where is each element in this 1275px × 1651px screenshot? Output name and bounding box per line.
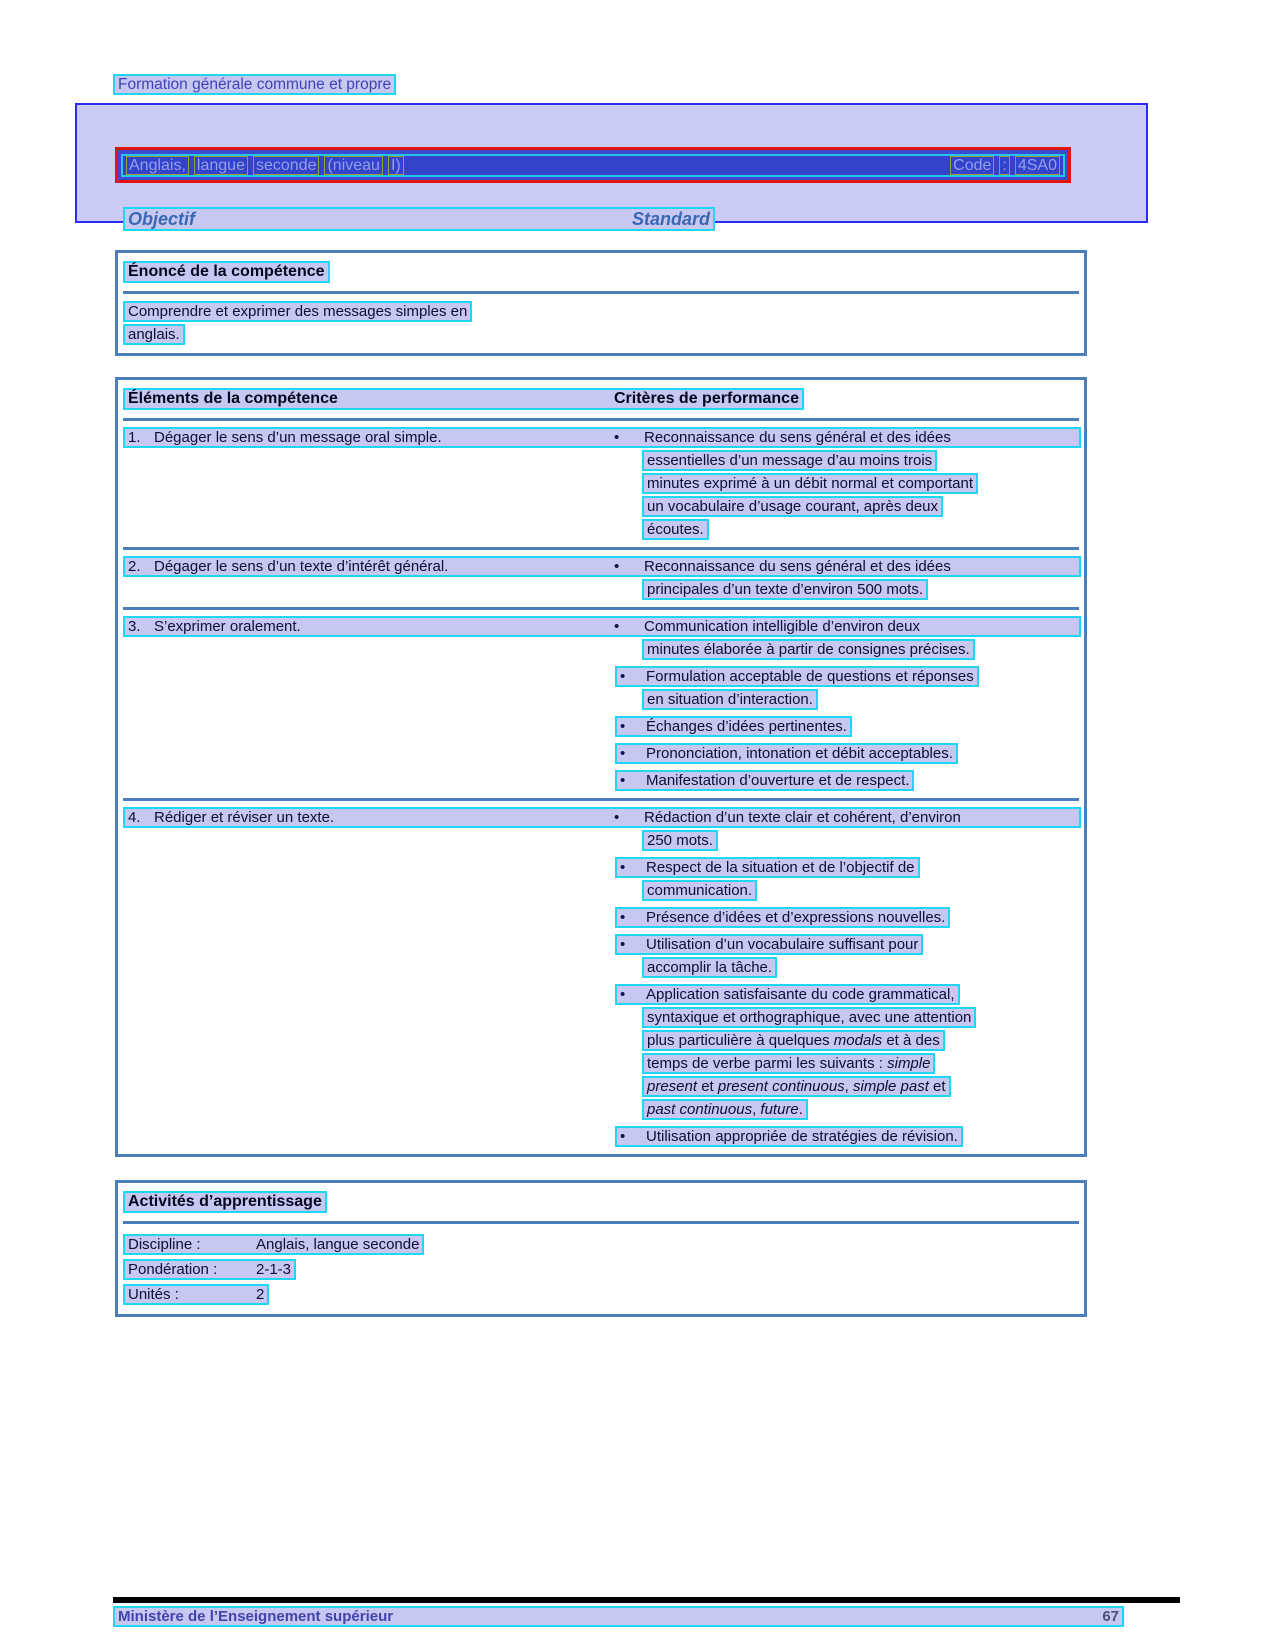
footer-text: Ministère de l’Enseignement supérieur [118,1608,394,1625]
course-code-word: 4SA0 [1015,156,1060,175]
row-value: Anglais, langue seconde [256,1236,420,1253]
section-headings [123,207,715,231]
element-number: 4. [128,809,141,826]
criteria-line: past continuous, future. [642,1099,1084,1120]
page-number: 67 [1102,1608,1119,1625]
row-label: Unités : [128,1286,179,1303]
bullet-icon: • [614,618,620,635]
bullet-icon: • [614,429,620,446]
row-label: Discipline : [128,1236,201,1253]
elements-header: Éléments de la compétence [128,390,338,407]
criteria-line: Reconnaissance du sens général et des idées [644,429,951,446]
criteria-line: • Présence d’idées et d’expressions nouvelles. [615,907,1084,928]
criteria-line: communication. [642,880,1084,901]
row-value: 2 [256,1286,265,1303]
enonce-header: Énoncé de la compétence [123,261,330,283]
criteria-line: accomplir la tâche. [642,957,1084,978]
standard-heading: Standard [631,209,710,229]
objectif-heading: Objectif [128,209,196,229]
competence-row [118,610,1084,798]
document-header [113,74,396,95]
criteria-line: Reconnaissance du sens général et des idées [644,558,951,575]
criteria-line: • Application satisfaisante du code grammatical, [615,984,1084,1005]
element-number: 3. [128,618,141,635]
course-title [126,156,404,175]
competence-table-headers [123,388,804,410]
criteria-line: syntaxique et orthographique, avec une attention [642,1007,1084,1028]
criteria-line: Communication intelligible d’environ deux [644,618,920,635]
criteria-line: • Prononciation, intonation et débit acceptables. [615,743,1084,764]
criteria-line: • Respect de la situation et de l’objectif de [615,857,1084,878]
bullet-icon: • [614,809,620,826]
bullet-icon: • [620,745,626,762]
activities-table [115,1180,1087,1317]
bullet-icon: • [620,986,626,1003]
course-title-word: Anglais, [126,156,189,175]
footer [113,1606,1124,1627]
course-title-word: langue [194,156,248,175]
criteria-line: • Utilisation appropriée de stratégies de révision. [615,1126,1084,1147]
course-code-word: : [999,156,1009,175]
criteria-line: • Échanges d’idées pertinentes. [615,716,1084,737]
bullet-icon: • [614,558,620,575]
course-title-word: seconde [253,156,320,175]
criteria-line: Rédaction d’un texte clair et cohérent, d’environ [644,809,961,826]
activities-row [123,1259,1084,1280]
bullet-icon: • [620,772,626,789]
element-number: 1. [128,429,141,446]
element-text: Dégager le sens d’un message oral simple. [154,429,442,446]
footer-rule [113,1597,1180,1603]
criteria-line: écoutes. [642,519,1084,540]
competence-row [118,801,1084,1154]
course-title-word: (niveau [324,156,382,175]
criteria-line: • Manifestation d’ouverture et de respect. [615,770,1084,791]
criteria-line: plus particulière à quelques modals et à des [642,1030,1084,1051]
enonce-table [115,250,1087,356]
course-code [950,156,1060,175]
criteria-line: 250 mots. [642,830,1084,851]
element-text: Rédiger et réviser un texte. [154,809,335,826]
criteria-line: • Formulation acceptable de questions et réponses [615,666,1084,687]
criteria-line: present et present continuous, simple past et [642,1076,1084,1097]
competence-row [118,421,1084,547]
row-value: 2-1-3 [256,1261,292,1278]
bullet-icon: • [620,909,626,926]
bullet-icon: • [620,859,626,876]
criteria-line: • Utilisation d’un vocabulaire suffisant pour [615,934,1084,955]
element-text: Dégager le sens d’un texte d’intérêt général. [154,558,449,575]
competence-table [115,377,1087,1157]
criteria-line: minutes exprimé à un débit normal et comportant [642,473,1084,494]
course-banner [115,147,1071,183]
row-label: Pondération : [128,1261,218,1278]
element-number: 2. [128,558,141,575]
bullet-icon: • [620,1128,626,1145]
course-code-word: Code [950,156,994,175]
banner-text-line [121,154,1065,177]
criteria-line: minutes élaborée à partir de consignes précises. [642,639,1084,660]
activities-header: Activités d’apprentissage [123,1191,327,1213]
course-panel [75,103,1148,229]
criteres-header: Critères de performance [614,390,799,407]
enonce-line: anglais. [123,324,1084,345]
criteria-line: en situation d’interaction. [642,689,1084,710]
competence-row [118,550,1084,607]
criteria-line: principales d’un texte d’environ 500 mots. [642,579,1084,600]
activities-row [123,1284,1084,1305]
enonce-line: Comprendre et exprimer des messages simples en [123,301,1084,322]
criteria-line: essentielles d’un message d’au moins trois [642,450,1084,471]
criteria-line: temps de verbe parmi les suivants : simple [642,1053,1084,1074]
document-header-text: Formation générale commune et propre [113,74,396,95]
bullet-icon: • [620,718,626,735]
course-title-word: I) [388,156,404,175]
element-text: S’exprimer oralement. [154,618,301,635]
bullet-icon: • [620,668,626,685]
criteria-line: un vocabulaire d’usage courant, après deux [642,496,1084,517]
activities-row [123,1234,1084,1255]
bullet-icon: • [620,936,626,953]
